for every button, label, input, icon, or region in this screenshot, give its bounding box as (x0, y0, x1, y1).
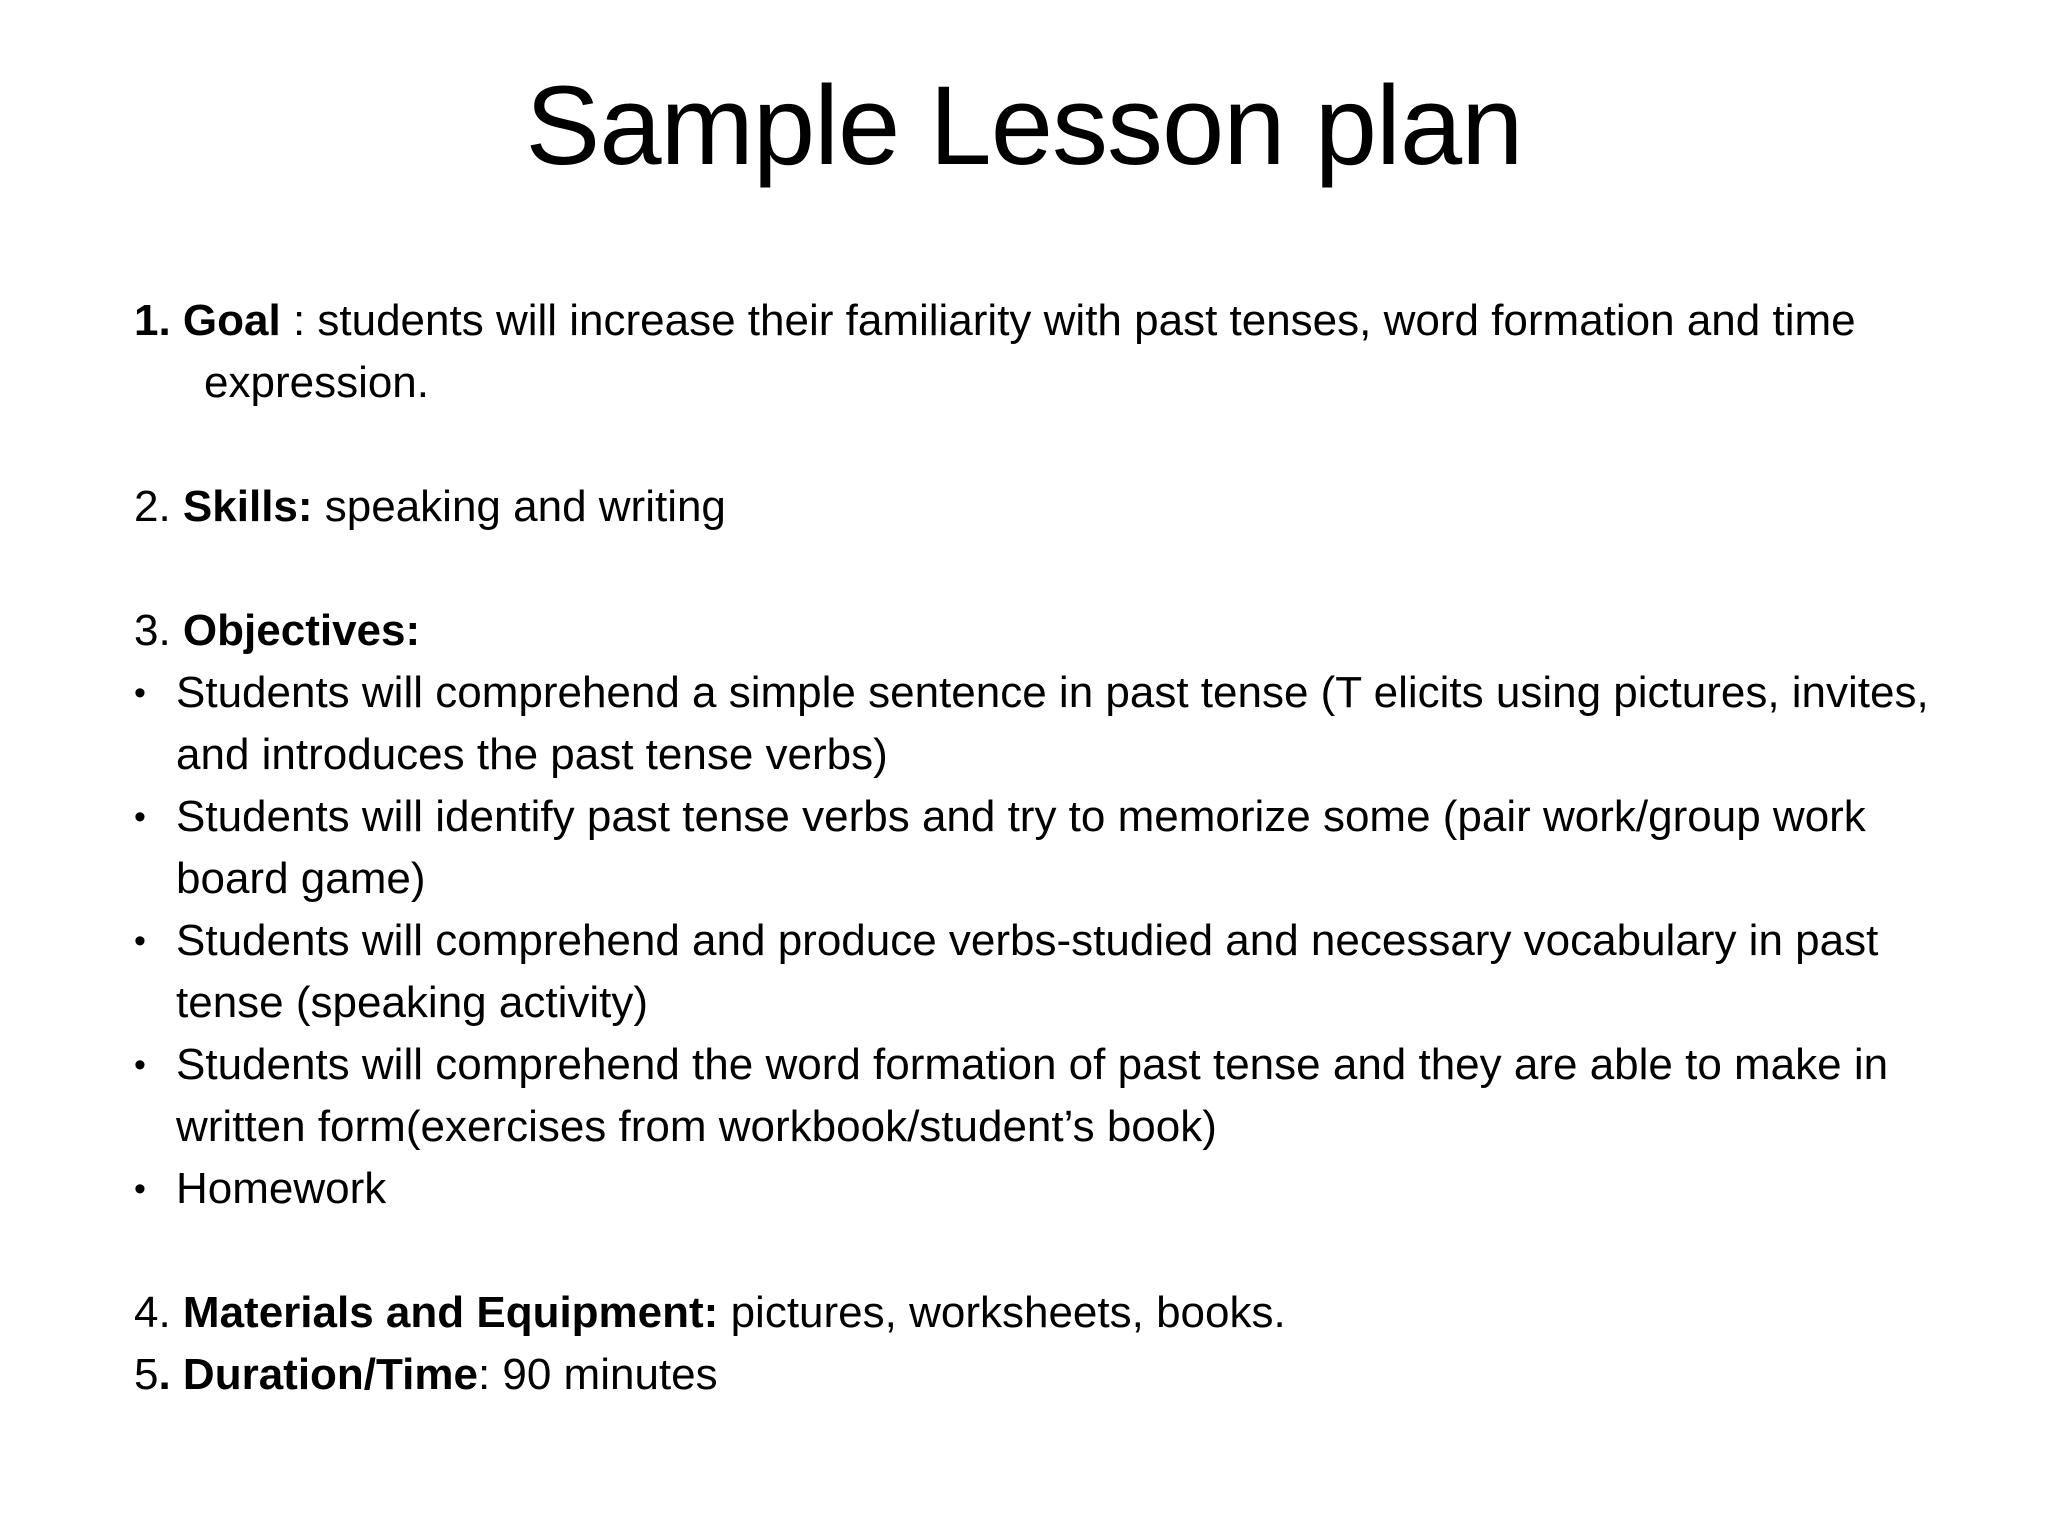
objective-item (134, 910, 1934, 1034)
duration-number: 5 (134, 1350, 159, 1399)
objective-text: Students will comprehend and produce verbs-studied and necessary vocabulary in past tense (speaking activity) (176, 916, 1879, 1027)
duration-label: . Duration/Time (158, 1350, 478, 1399)
bullet-icon: • (134, 1170, 146, 1208)
materials-label: Materials and Equipment: (182, 1288, 719, 1337)
goal-number: 1. (134, 296, 183, 345)
skills-label: Skills: (182, 482, 313, 531)
spacer (134, 1220, 1934, 1282)
spacer (134, 538, 1934, 600)
goal-label: Goal (182, 296, 281, 345)
duration-text: : 90 minutes (477, 1350, 718, 1399)
bullet-icon: • (134, 674, 146, 712)
spacer (134, 414, 1934, 476)
objectives-number: 3. (134, 606, 183, 655)
slide-body (134, 290, 1934, 1406)
bullet-icon: • (134, 922, 146, 960)
objective-item (134, 1034, 1934, 1158)
objective-item (134, 786, 1934, 910)
duration-item (134, 1344, 1934, 1406)
goal-item (134, 290, 1934, 414)
skills-item (134, 476, 1934, 538)
objective-item (134, 1158, 1934, 1220)
materials-item (134, 1282, 1934, 1344)
objective-text: Students will comprehend the word formation of past tense and they are able to make in written form(exercises from workbook/student’s book) (176, 1040, 1889, 1151)
objectives-label: Objectives: (182, 606, 421, 655)
objectives-heading (134, 600, 1934, 662)
skills-text: speaking and writing (312, 482, 726, 531)
objective-text: Students will identify past tense verbs and try to memorize some (pair work/group work board game) (176, 792, 1866, 903)
slide-title: Sample Lesson plan (525, 63, 1523, 188)
materials-number: 4. (134, 1288, 183, 1337)
bullet-icon: • (134, 798, 146, 836)
objective-item (134, 662, 1934, 786)
skills-number: 2. (134, 482, 183, 531)
objectives-list (134, 662, 1934, 1220)
objective-text: Students will comprehend a simple sentence in past tense (T elicits using pictures, invites, and introduces the past tense verbs) (176, 668, 1929, 779)
bullet-icon: • (134, 1046, 146, 1084)
goal-text: : students will increase their familiarity with past tenses, word formation and time expression. (204, 296, 1856, 407)
materials-text: pictures, worksheets, books. (718, 1288, 1286, 1337)
objective-text: Homework (176, 1164, 387, 1213)
